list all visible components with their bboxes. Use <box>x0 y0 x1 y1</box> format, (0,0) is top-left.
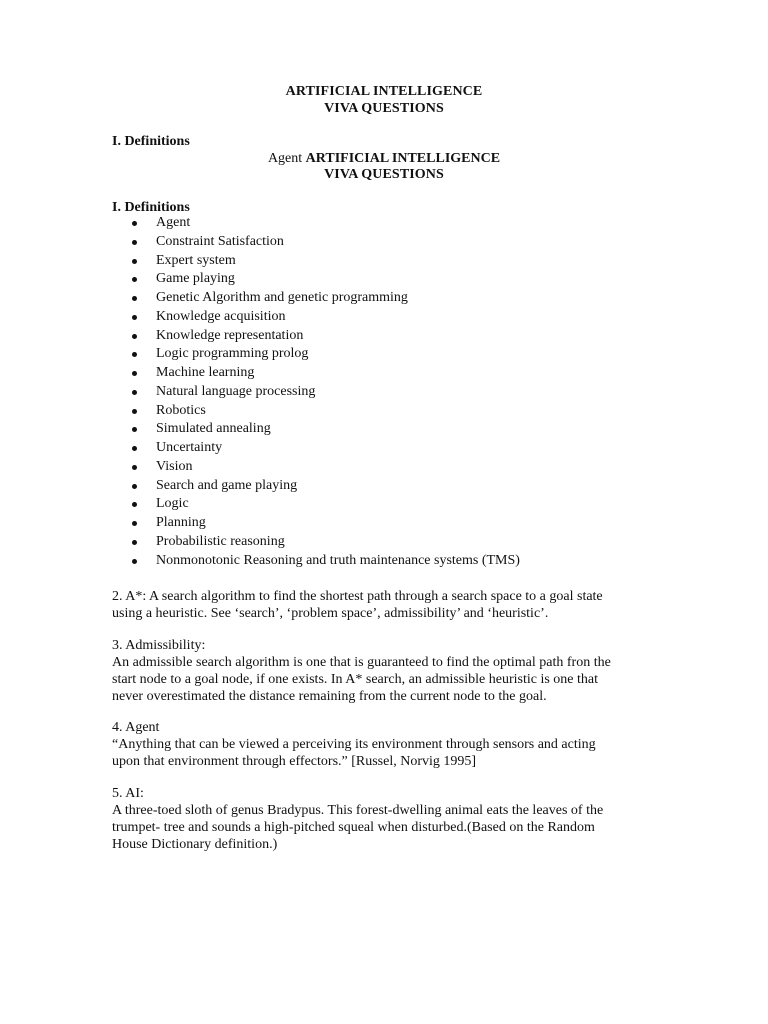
document-title-line-1: ARTIFICIAL INTELLIGENCE <box>285 84 483 99</box>
bullet-icon <box>132 409 137 414</box>
section-heading-definitions-repeat: I. Definitions <box>112 200 190 215</box>
repeat-title-prefix: Agent <box>267 151 303 166</box>
bullet-icon <box>132 371 137 376</box>
repeat-title-line-1 <box>0 150 768 167</box>
paragraph-astar <box>112 588 672 622</box>
paragraph-line: “Anything that can be viewed a perceiving its environment through sensors and acting <box>112 737 596 752</box>
list-item: Robotics <box>0 402 520 421</box>
list-item: Machine learning <box>0 364 520 383</box>
bullet-icon <box>132 352 137 357</box>
paragraph-agent <box>112 719 672 770</box>
bullet-icon <box>132 259 137 264</box>
list-item: Simulated annealing <box>0 420 520 439</box>
list-item: Genetic Algorithm and genetic programming <box>0 289 520 308</box>
list-item: Probabilistic reasoning <box>0 533 520 552</box>
section-heading-definitions: I. Definitions <box>112 134 190 149</box>
list-item: Constraint Satisfaction <box>0 233 520 252</box>
bullet-icon <box>132 521 137 526</box>
paragraph-line: never overestimated the distance remaining from the current node to the goal. <box>112 689 547 704</box>
list-item: Planning <box>0 514 520 533</box>
list-item: Uncertainty <box>0 439 520 458</box>
repeat-title-line-2: VIVA QUESTIONS <box>324 167 444 182</box>
list-item: Agent <box>0 214 520 233</box>
list-item: Natural language processing <box>0 383 520 402</box>
paragraph-line: 2. A*: A search algorithm to find the shortest path through a search space to a goal state <box>112 589 603 604</box>
bullet-icon <box>132 484 137 489</box>
list-item: Nonmonotonic Reasoning and truth maintenance systems (TMS) <box>0 552 520 571</box>
list-item: Logic <box>0 495 520 514</box>
paragraph-line: 5. AI: <box>112 786 144 801</box>
paragraph-line: trumpet- tree and sounds a high-pitched squeal when disturbed.(Based on the Random <box>112 820 595 835</box>
bullet-icon <box>132 502 137 507</box>
list-item: Expert system <box>0 252 520 271</box>
bullet-icon <box>132 296 137 301</box>
list-item: Knowledge acquisition <box>0 308 520 327</box>
paragraph-ai <box>112 785 672 853</box>
bullet-icon <box>132 390 137 395</box>
bullet-icon <box>132 559 137 564</box>
paragraph-admissibility <box>112 637 672 705</box>
paragraph-line: 3. Admissibility: <box>112 638 206 653</box>
repeat-title-main: ARTIFICIAL INTELLIGENCE <box>305 151 501 166</box>
list-item: Knowledge representation <box>0 327 520 346</box>
document-title-line-2: VIVA QUESTIONS <box>324 101 444 116</box>
bullet-icon <box>132 540 137 545</box>
bullet-icon <box>132 240 137 245</box>
bullet-icon <box>132 277 137 282</box>
bullet-icon <box>132 221 137 226</box>
paragraph-line: using a heuristic. See ‘search’, ‘problem space’, admissibility’ and ‘heuristic’. <box>112 606 549 621</box>
list-item: Search and game playing <box>0 477 520 496</box>
definitions-list <box>0 214 520 570</box>
paragraph-line: upon that environment through effectors.” [Russel, Norvig 1995] <box>112 754 477 769</box>
bullet-icon <box>132 315 137 320</box>
paragraph-line: An admissible search algorithm is one that is guaranteed to find the optimal path fron the <box>112 655 611 670</box>
paragraph-line: A three-toed sloth of genus Bradypus. This forest-dwelling animal eats the leaves of the <box>112 803 604 818</box>
paragraph-line: 4. Agent <box>112 720 160 735</box>
bullet-icon <box>132 427 137 432</box>
bullet-icon <box>132 446 137 451</box>
paragraph-line: start node to a goal node, if one exists. In A* search, an admissible heuristic is one that <box>112 672 598 687</box>
bullet-icon <box>132 334 137 339</box>
list-item: Game playing <box>0 270 520 289</box>
list-item: Logic programming prolog <box>0 345 520 364</box>
bullet-icon <box>132 465 137 470</box>
paragraph-line: House Dictionary definition.) <box>112 837 278 852</box>
list-item: Vision <box>0 458 520 477</box>
